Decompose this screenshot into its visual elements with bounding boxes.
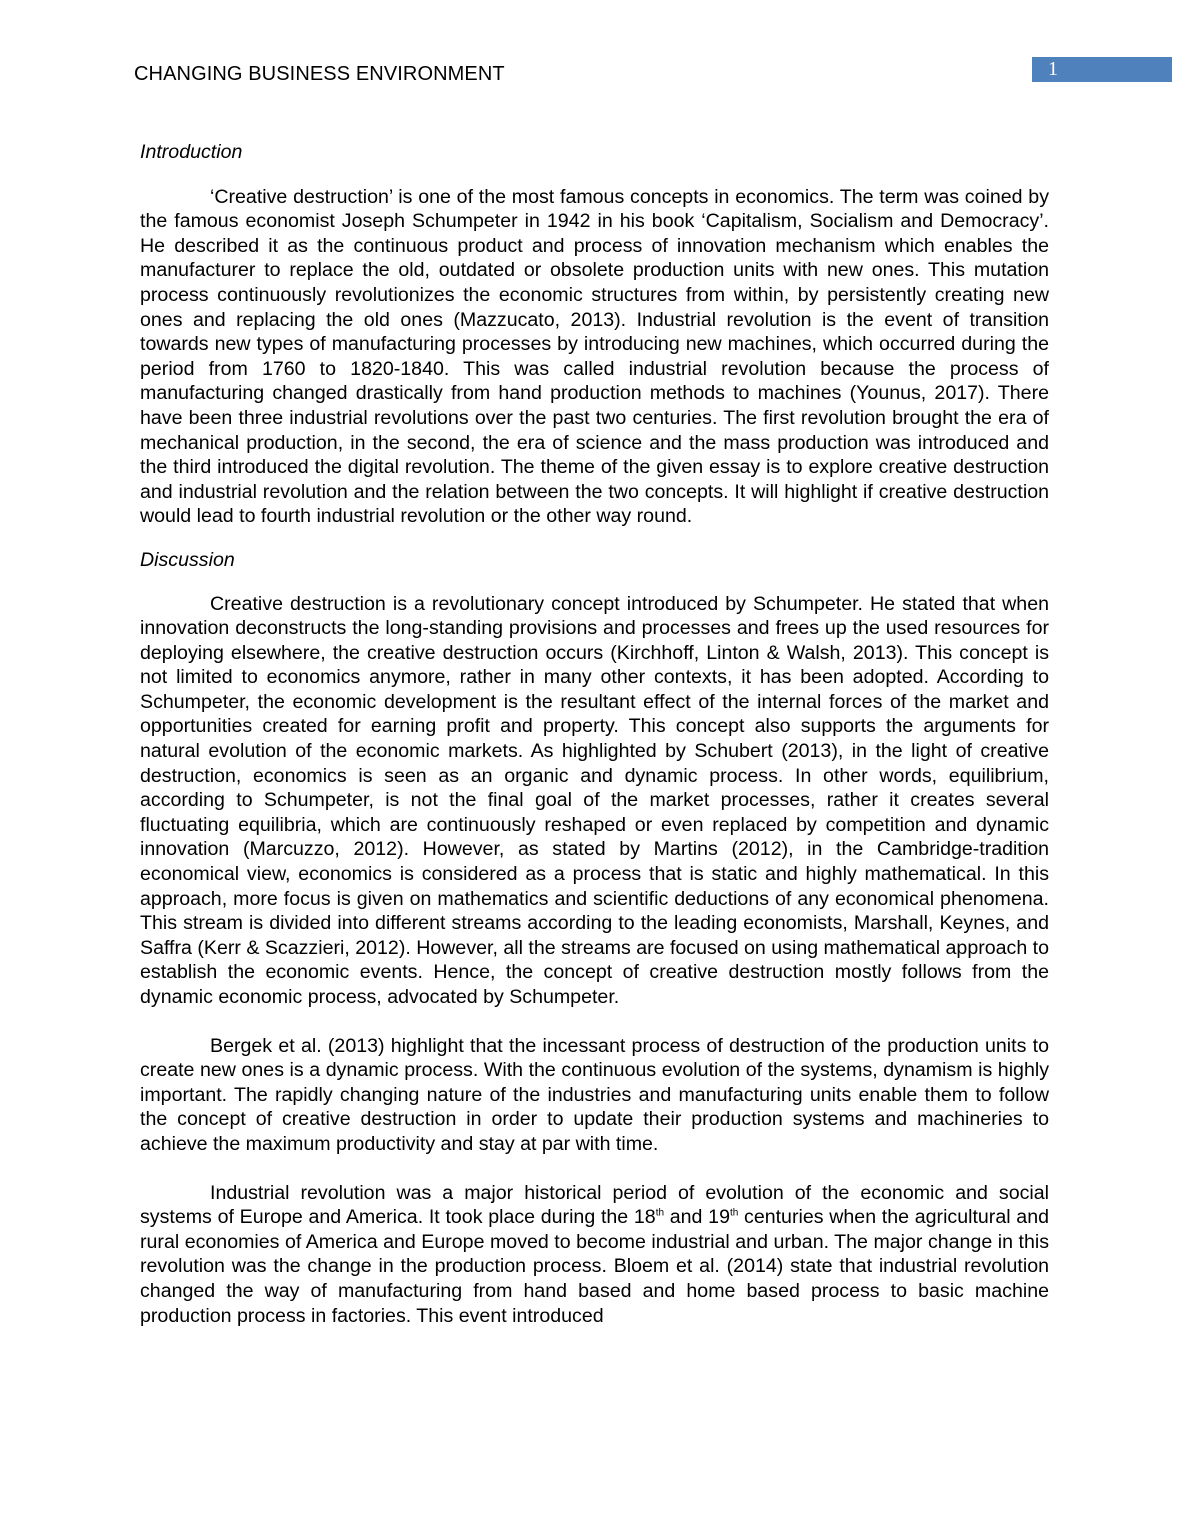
discussion-paragraph-3 (140, 1181, 1049, 1329)
discussion-paragraph-1: Creative destruction is a revolutionary concept introduced by Schumpeter. He stated that when innovation deconstructs the long-standing provisions and processes and frees up the used resources for deploying elsewhere, the creative destruction occurs (Kirchhoff, Linton & Walsh, 2013). This concept is not limited to economics anymore, rather in many other contexts, it has been adopted. According to Schumpeter, the economic development is the resultant effect of the internal forces of the market and opportunities created for earning profit and property. This concept also supports the arguments for natural evolution of the economic markets. As highlighted by Schubert (2013), in the light of creative destruction, economics is seen as an organic and dynamic process. In other words, equilibrium, according to Schumpeter, is not the final goal of the market processes, rather it creates several fluctuating equilibria, which are continuously reshaped or even replaced by competition and dynamic innovation (Marcuzzo, 2012). However, as stated by Martins (2012), in the Cambridge-tradition economical view, economics is considered as a process that is static and highly mathematical. In this approach, more focus is given on mathematics and scientific deductions of any economical phenomena. This stream is divided into different streams according to the leading economists, Marshall, Keynes, and Saffra (Kerr & Scazzieri, 2012). However, all the streams are focused on using mathematical approach to establish the economic events. Hence, the concept of creative destruction mostly follows from the dynamic economic process, advocated by Schumpeter. (140, 592, 1050, 1008)
running-head: CHANGING BUSINESS ENVIRONMENT (134, 63, 505, 85)
superscript-th-1: th (655, 1207, 665, 1219)
page-number: 1 (1048, 58, 1058, 80)
paragraph-3-text-b: and 19 (664, 1206, 730, 1229)
introduction-paragraph: ‘Creative destruction’ is one of the most famous concepts in economics. The term was coined by the famous economist Joseph Schumpeter in 1942 in his book ‘Capitalism, Socialism and Democracy’. He described it as the continuous product and process of innovation mechanism which enables the manufacturer to replace the old, outdated or obsolete production units with new ones. This mutation process continuously revolutionizes the economic structures from within, by persistently creating new ones and replacing the old ones (Mazzucato, 2013). Industrial revolution is the event of transition towards new types of manufacturing processes by introducing new machines, which occurred during the period from 1760 to 1820-1840. This was called industrial revolution because the process of manufacturing changed drastically from hand production methods to machines (Younus, 2017). There have been three industrial revolutions over the past two centuries. The first revolution brought the era of mechanical production, in the second, the era of science and the mass production was introduced and the third introduced the digital revolution. The theme of the given essay is to explore creative destruction and industrial revolution and the relation between the two concepts. It will highlight if creative destruction would lead to fourth industrial revolution or the other way round. (140, 185, 1049, 528)
superscript-th-2: th (729, 1207, 739, 1219)
document-body (140, 140, 1049, 1328)
paragraph-3-text-c: centuries when the agricultural and rural economies of America and Europe moved to become industrial and urban. The major change in this revolution was the change in the production process. Bloem et al. (2014) state that industrial revolution changed the way of manufacturing from hand based and home based process to basic machine production process in factories. This event introduced (140, 1206, 1049, 1327)
page-number-box (1032, 57, 1172, 82)
discussion-paragraph-2: Bergek et al. (2013) highlight that the incessant process of destruction of the production units to create new ones is a dynamic process. With the continuous evolution of the systems, dynamism is highly important. The rapidly changing nature of the industries and manufacturing units enable them to follow the concept of creative destruction in order to update their production systems and machineries to achieve the maximum productivity and stay at par with time. (140, 1034, 1049, 1155)
introduction-heading: Introduction (140, 141, 243, 163)
discussion-heading: Discussion (140, 548, 235, 571)
paragraph-3-text-a: Industrial revolution was a major historical period of evolution of the economic and social systems of Europe and America. It took place during the 18 (140, 1181, 1049, 1229)
